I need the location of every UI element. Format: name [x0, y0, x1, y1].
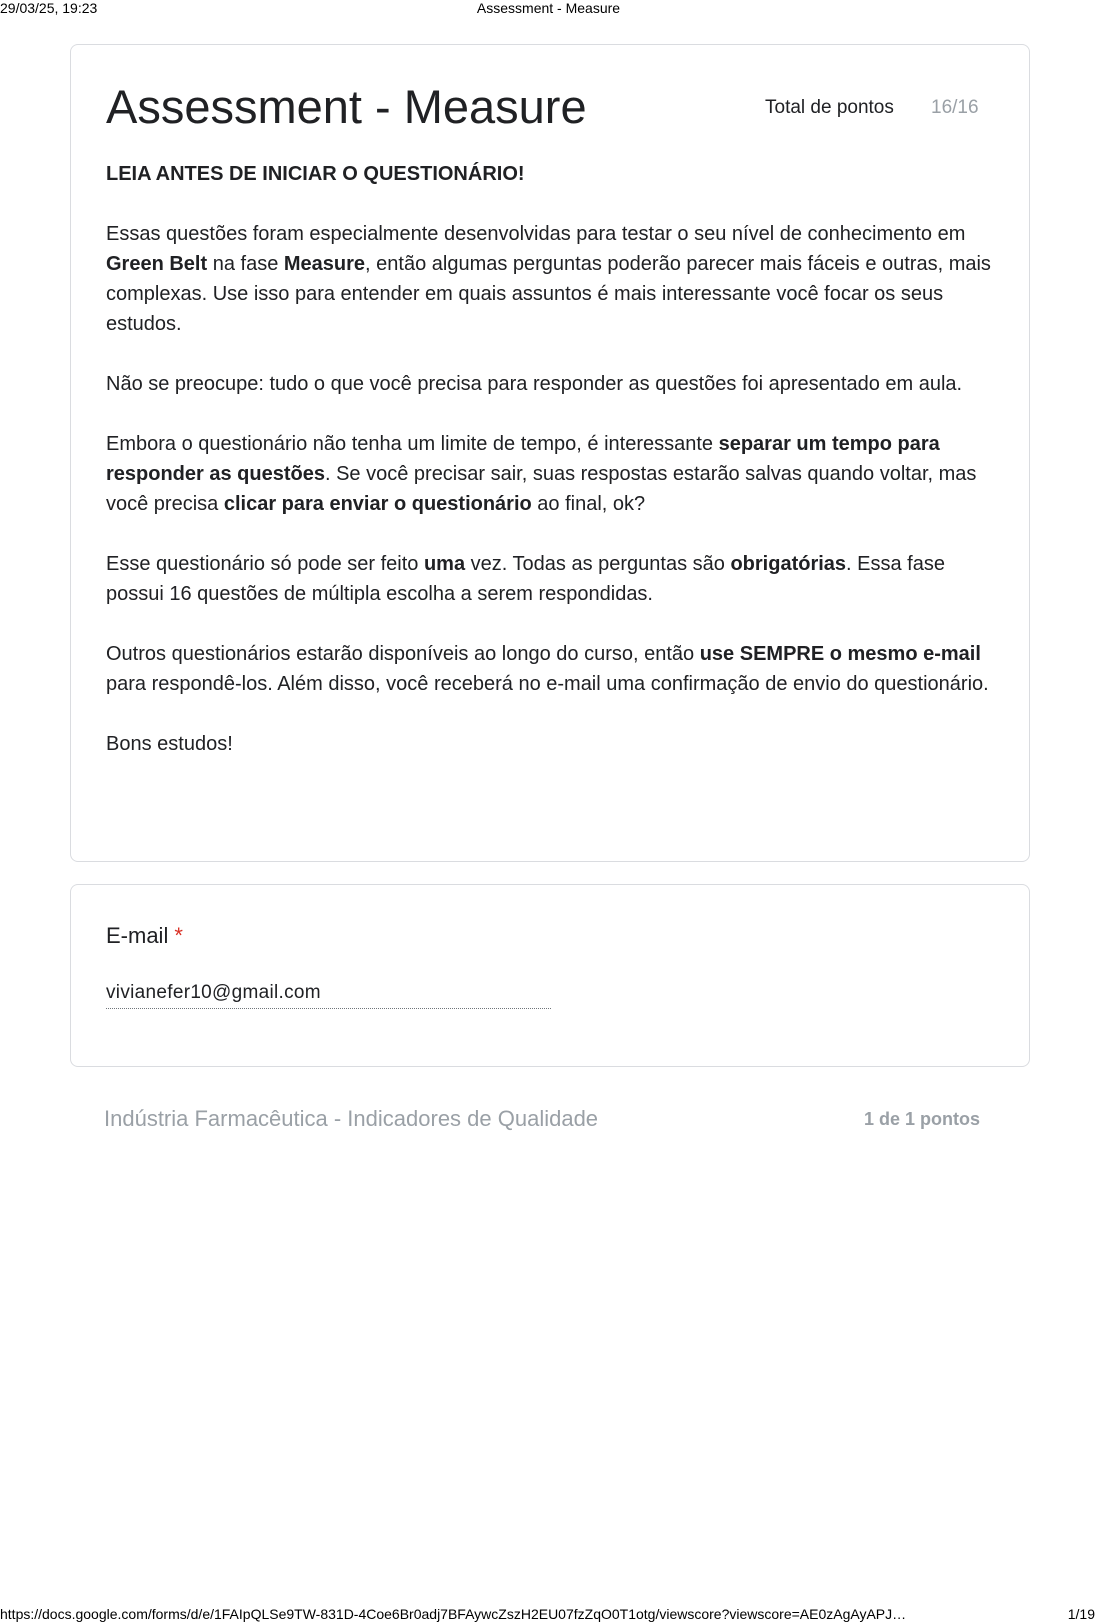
- description-paragraph-6: Bons estudos!: [106, 733, 233, 755]
- description-paragraph-4: Esse questionário só pode ser feito uma vez. Todas as perguntas são obrigatórias. Essa fase possui 16 questões de múltipla escolha a serem respondidas.: [106, 553, 945, 605]
- section-points: 1 de 1 pontos: [864, 1109, 981, 1129]
- print-title: Assessment - Measure: [476, 0, 621, 16]
- description-paragraph-2: Não se preocupe: tudo o que você precisa para responder as questões foi apresentado em aula.: [106, 373, 963, 395]
- email-field[interactable]: vivianefer10@gmail.com: [106, 982, 551, 1009]
- form-title: Assessment - Measure: [106, 80, 587, 133]
- print-footer: [0, 1606, 1097, 1624]
- form-description: [106, 159, 996, 789]
- total-points-label: Total de pontos: [765, 97, 894, 118]
- form-header-card: [70, 44, 1030, 862]
- print-url: https://docs.google.com/forms/d/e/1FAIpQLSe9TW-831D-4Coe6Br0adj7BFAywcZszH2EU07fzZqO0T1otg/viewscore?viewscore=AE0zAgAyAPJ…: [0, 1606, 907, 1622]
- print-header: [0, 0, 1097, 18]
- description-paragraph-3: Embora o questionário não tenha um limite de tempo, é interessante separar um tempo para responder as questões. Se você precisar sair, suas respostas estarão salvas quando voltar, mas você precisa clicar para enviar o questionário ao final, ok?: [106, 433, 977, 515]
- section-title: Indústria Farmacêutica - Indicadores de Qualidade: [104, 1106, 599, 1131]
- email-label: E-mail *: [106, 923, 183, 948]
- required-asterisk: *: [174, 923, 183, 948]
- page-number: 1/19: [1067, 1606, 1095, 1622]
- description-heading: LEIA ANTES DE INICIAR O QUESTIONÁRIO!: [106, 163, 525, 185]
- description-paragraph-1: Essas questões foram especialmente desenvolvidas para testar o seu nível de conhecimento em Green Belt na fase Measure, então algumas perguntas poderão parecer mais fáceis e outras, mais complexas. Use isso para entender em quais assuntos é mais interessante você focar os seus estudos.: [106, 223, 991, 335]
- print-datetime: 29/03/25, 19:23: [0, 0, 98, 16]
- description-paragraph-5: Outros questionários estarão disponíveis ao longo do curso, então use SEMPRE o mesmo e-mail para respondê-los. Além disso, você receberá no e-mail uma confirmação de envio do questionário.: [106, 643, 989, 695]
- email-question-card: [70, 884, 1030, 1067]
- total-points-value: 16/16: [931, 97, 979, 118]
